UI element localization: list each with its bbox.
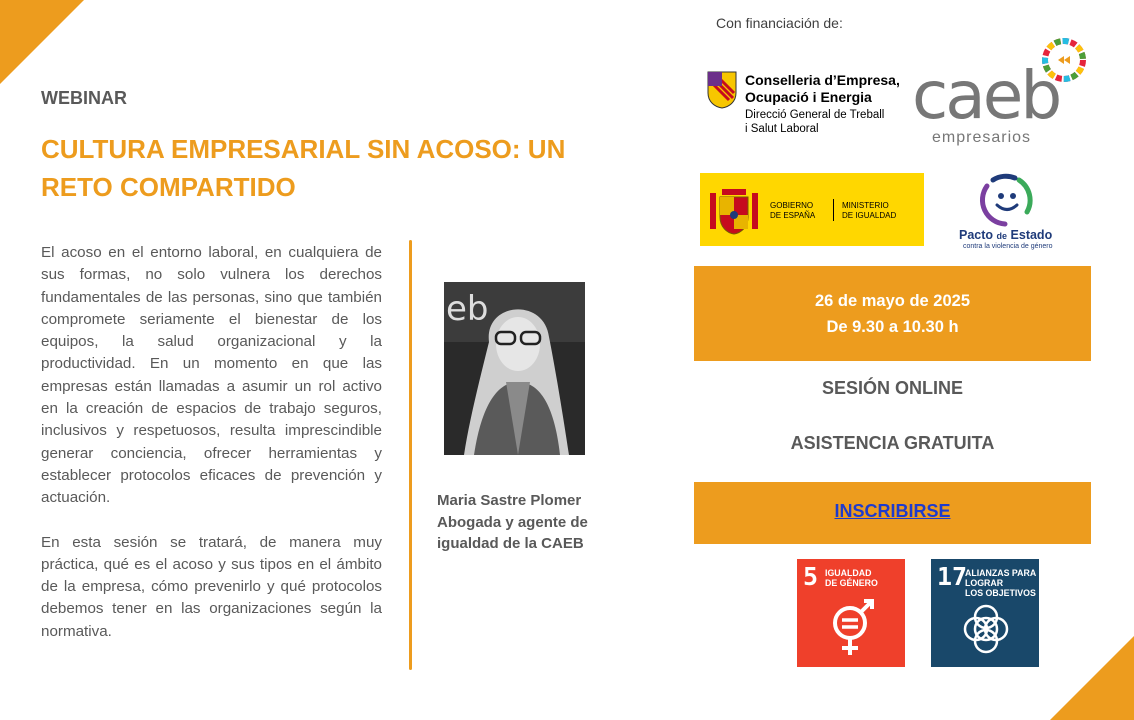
conselleria-logo <box>705 68 905 140</box>
sdg-17-line-3: LOS OBJETIVOS <box>965 588 1036 598</box>
session-type: SESIÓN ONLINE <box>821 378 964 398</box>
conselleria-line-3: Direcció General de Treball <box>745 109 885 121</box>
speaker-name: Maria Sastre Plomer <box>437 492 582 509</box>
vertical-divider <box>409 240 412 670</box>
register-link[interactable]: INSCRIBIRSE <box>834 501 951 521</box>
gobierno-line-1: GOBIERNO <box>770 201 814 210</box>
sdg-5-badge <box>797 559 905 667</box>
sdg-17-line-2: LOGRAR <box>965 578 1004 588</box>
sdg-5-number: 5 <box>803 562 819 591</box>
sdg-17-line-1: ALIANZAS PARA <box>965 568 1037 578</box>
conselleria-line-2: Ocupació i Energia <box>745 89 872 105</box>
pacto-de: de <box>996 231 1008 241</box>
sdg-5-line-2: DE GÉNERO <box>825 578 878 588</box>
pacto-estado: Estado <box>1010 228 1053 242</box>
speaker-photo <box>444 282 585 455</box>
webinar-label: WEBINAR <box>41 88 127 108</box>
event-date: 26 de mayo de 2025 <box>814 292 970 310</box>
pacto-title <box>959 228 1052 242</box>
event-date-box <box>694 266 1091 361</box>
pacto-subtitle: contra la violencia de género <box>963 243 1053 250</box>
gobierno-text <box>770 201 815 221</box>
pacto-estado-logo <box>955 172 1065 252</box>
speaker-role: Abogada y agente de igualdad de la CAEB <box>437 513 588 552</box>
ministerio-line-1: MINISTERIO <box>842 201 889 210</box>
description <box>41 242 382 665</box>
ministerio-text <box>842 201 896 221</box>
attendance-info: ASISTENCIA GRATUITA <box>790 433 995 453</box>
speaker-info <box>437 490 617 555</box>
pacto-main: Pacto <box>959 228 994 242</box>
caeb-subtitle: empresarios <box>932 129 1032 146</box>
caeb-wordmark: caeb <box>912 57 1060 134</box>
conselleria-line-1: Conselleria d’Empresa, <box>745 72 900 88</box>
balearic-shield-icon <box>707 71 737 109</box>
description-paragraph-1: El acoso en el entorno laboral, en cualquiera de sus formas, no solo vulnera los derechos fundamentales de las personas, sino que también compromete seriamente el bienestar de los equipos, la salud organizacional y la productividad. En un momento en que las empresas están llamadas a asumir un rol activo en la creación de espacios de trabajo seguros, inclusivos y respetuosos, resulta imprescindible generar conciencia, ofrecer herramientas y establecer protocolos eficaces de prevención y actuación. <box>41 244 382 507</box>
page-title: CULTURA EMPRESARIAL SIN ACOSO: UN RETO COMPARTIDO <box>41 134 566 202</box>
pacto-smile-icon <box>975 172 1039 228</box>
ministerio-line-2: DE IGUALDAD <box>842 211 897 220</box>
sdg-17-number: 17 <box>937 562 968 591</box>
gender-equality-icon <box>826 597 878 659</box>
caeb-logo <box>912 38 1092 153</box>
gobierno-igualdad-logo <box>700 173 924 246</box>
sdg-5-text <box>825 568 878 588</box>
corner-decoration-top-left <box>0 0 84 84</box>
gobierno-line-2: DE ESPAÑA <box>770 211 816 220</box>
gov-separator <box>833 199 834 221</box>
photo-background-text: eb <box>446 289 489 329</box>
partnership-rings-icon <box>960 597 1012 659</box>
sdg-17-badge <box>931 559 1039 667</box>
spain-coat-of-arms-icon <box>708 183 760 237</box>
sdg-17-text <box>965 568 1036 598</box>
event-time: De 9.30 a 10.30 h <box>826 318 959 336</box>
conselleria-line-4: i Salut Laboral <box>745 123 819 135</box>
sdg-5-line-1: IGUALDAD <box>825 568 872 578</box>
corner-decoration-bottom-right <box>1050 636 1134 720</box>
register-box <box>694 482 1091 544</box>
funding-label: Con financiación de: <box>716 15 843 31</box>
description-paragraph-2: En esta sesión se tratará, de manera muy práctica, qué es el acoso y sus tipos en el ámbito de la empresa, cómo prevenirlo y qué protocolos debemos tener en las organizaciones según la normativa. <box>41 533 382 640</box>
